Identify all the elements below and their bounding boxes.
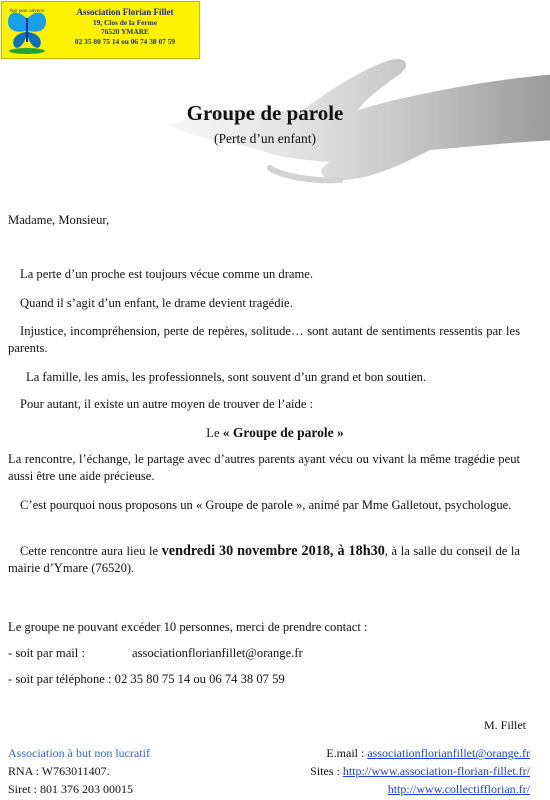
page-title: Groupe de parole [186, 101, 344, 125]
paragraph-5: Pour autant, il existe un autre moyen de trouver de l’aide : [20, 397, 314, 411]
logo-phones: 02 35 80 75 14 ou 06 74 38 07 59 [74, 36, 176, 46]
butterfly-logo-icon [5, 5, 49, 55]
paragraph-2: Quand il s’agit d’un enfant, le drame devient tragédie. [20, 296, 293, 310]
groupe-de-parole-heading [0, 424, 550, 442]
paragraph-4: La famille, les amis, les professionnels, sont souvent d’un grand et bon soutien. [26, 370, 427, 384]
meeting-date: vendredi 30 novembre 2018, à 18h30 [161, 543, 385, 559]
salutation: Madame, Monsieur, [8, 213, 110, 227]
footer-rna: RNA : W763011407. [8, 764, 110, 778]
footer-email-label: E.mail : [326, 746, 368, 760]
footer-site2-line [310, 780, 530, 798]
paragraph-6: La rencontre, l’échange, le partage avec d’autres parents ayant vécu ou vivant la même tragédie peut aussi être une aide précieuse. [8, 452, 520, 483]
page-subtitle: (Perte d’un enfant) [214, 131, 316, 146]
footer-site2-link[interactable]: http://www.collectifflorian.fr/ [387, 782, 530, 796]
paragraph-9: Le groupe ne pouvant excéder 10 personnes, merci de prendre contact : [8, 620, 368, 634]
paragraph-1: La perte d’un proche est toujours vécue comme un drame. [20, 267, 314, 281]
footer-site1-link[interactable]: http://www.association-florian-fillet.fr/ [342, 764, 530, 778]
paragraph-3: Injustice, incompréhension, perte de repères, solitude… sont autant de sentiments ressentis par les parents. [8, 324, 520, 355]
signature: M. Fillet [483, 718, 526, 732]
footer-right [310, 744, 530, 798]
logo-org-name: Association Florian Fillet [76, 7, 174, 17]
contact-phone-line: - soit par téléphone : 02 35 80 75 14 ou 06 74 38 07 59 [8, 672, 285, 686]
logo-street: 19, Clos de la Ferme [92, 18, 158, 27]
logo-address-block [52, 7, 198, 46]
logo-caption: Agir pour advenir [9, 8, 45, 13]
association-logo-box [1, 1, 200, 59]
footer-email-link[interactable]: associationflorianfillet@orange.fr [367, 746, 530, 760]
footer-nonprofit: Association à but non lucratif [8, 746, 150, 760]
logo-city: 76520 YMARE [101, 27, 149, 37]
heading-prefix: Le [206, 426, 223, 440]
paragraph-8-start: Cette rencontre aura lieu le [20, 544, 162, 558]
footer-sites-label: Sites : [310, 764, 343, 778]
footer-left [8, 744, 150, 798]
paragraph-8-end: , à la salle du conseil de la mairie d’Ymare (76520). [8, 544, 520, 575]
contact-mail-label: - soit par mail : [8, 646, 85, 660]
paragraph-7: C’est pourquoi nous proposons un « Groupe de parole », animé par Mme Galletout, psychologue. [20, 498, 512, 512]
contact-mail-value: associationflorianfillet@orange.fr [132, 646, 303, 660]
paragraph-8 [8, 543, 520, 577]
footer-sites-line [310, 762, 530, 780]
footer-siret: Siret : 801 376 203 00015 [8, 782, 133, 796]
footer-email-line [310, 744, 530, 762]
heading-bold: « Groupe de parole » [222, 425, 344, 440]
